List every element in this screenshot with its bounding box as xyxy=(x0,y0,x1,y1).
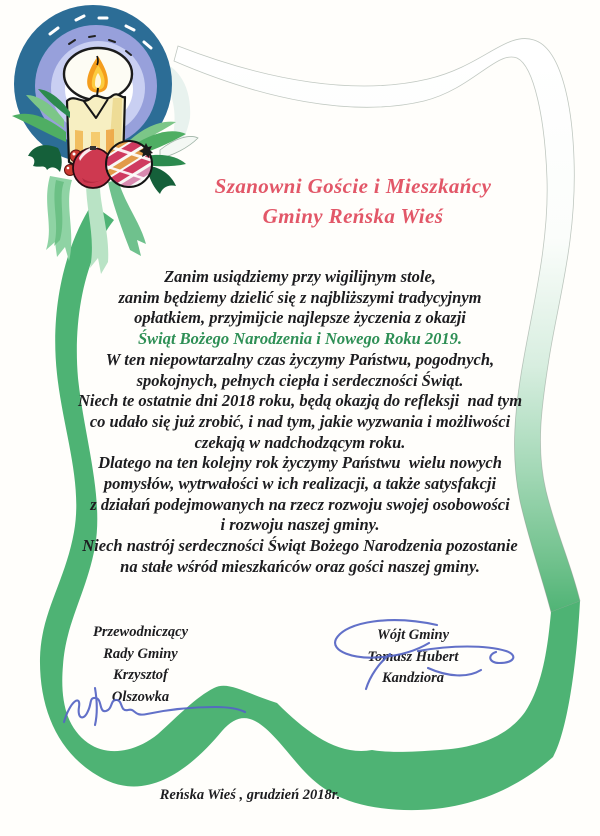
greeting-line: i rozwoju naszej gminy. xyxy=(220,515,380,535)
greeting-line: na stałe wśród mieszkańców oraz gości naszej gminy. xyxy=(120,556,480,576)
place-date-line: Reńska Wieś , grudzień 2018r. xyxy=(159,787,341,803)
greeting-line: co udało się już zrobić, i nad tym, jakie wyzwania i możliwości xyxy=(89,411,511,431)
greeting-line: zanim będziemy dzielić się z najbliższymi tradycyjnym xyxy=(118,287,482,307)
mayor-role-line: Wójt Gminy xyxy=(376,627,450,643)
chairman-role-line: Rady Gminy xyxy=(103,645,178,662)
christmas-candle-illustration xyxy=(0,0,200,300)
greeting-line: pomysłów, wytrwałości w ich realizacji, a także satysfakcji xyxy=(103,474,497,494)
chairman-role-line: Przewodniczący xyxy=(92,624,189,640)
greeting-line: Dlatego na ten kolejny rok życzymy Państwu wielu nowych xyxy=(98,453,502,473)
card-title-line2: Gminy Reńska Wieś xyxy=(262,204,444,228)
mayor-name-line: Kandziora xyxy=(381,670,445,686)
chairman-name-line: Olszowka xyxy=(111,688,170,705)
greeting-line: Niech nastrój serdeczności Świąt Bożego Narodzenia pozostanie xyxy=(82,536,518,556)
greeting-line: spokojnych, pełnych ciepła i serdeczności Świąt. xyxy=(136,370,464,390)
card-title xyxy=(118,171,588,231)
greeting-line: Zanim usiądziemy przy wigilijnym stole, xyxy=(164,267,436,286)
mayor-name-line: Tomasz Hubert xyxy=(367,648,459,665)
greeting-line: opłatkiem, przyjmijcie najlepsze życzenia z okazji xyxy=(134,308,466,328)
greeting-line: z działań podejmowanych na rzecz rozwoju swojej osobowości xyxy=(90,494,510,514)
chairman-name-line: Krzysztof xyxy=(113,667,168,683)
signature-block-mayor xyxy=(328,625,498,690)
signature-block-chairman xyxy=(58,622,223,708)
greeting-line: W ten niepowtarzalny czas życzymy Państwu, pogodnych, xyxy=(105,349,495,369)
greeting-text xyxy=(10,267,590,578)
greeting-line: czekają w nadchodzącym roku. xyxy=(194,432,406,452)
greeting-line-highlight: Świąt Bożego Narodzenia i Nowego Roku 2019. xyxy=(137,329,463,349)
card-title-line1: Szanowni Goście i Mieszkańcy xyxy=(214,174,492,198)
greeting-line: Niech te ostatnie dni 2018 roku, będą okazją do refleksji nad tym xyxy=(77,391,523,411)
